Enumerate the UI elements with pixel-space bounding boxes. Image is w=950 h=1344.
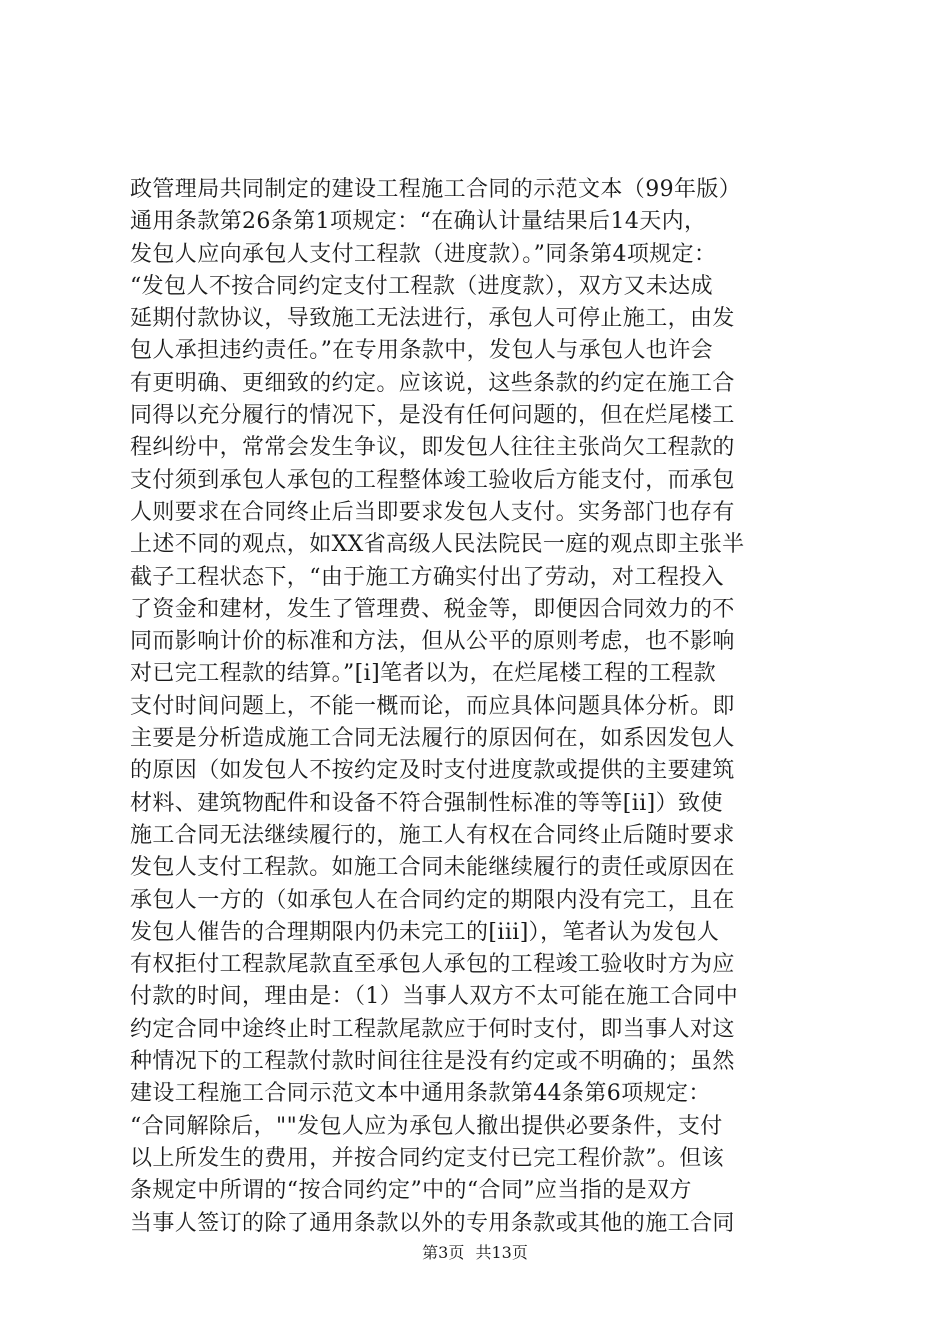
text-line: 延期付款协议，导致施工无法进行，承包人可停止施工，由发 xyxy=(130,306,735,332)
page-footer xyxy=(0,1243,950,1263)
text-line: 程纠纷中，常常会发生争议，即发包人往往主张尚欠工程款的 xyxy=(130,435,735,461)
text-line: 包人承担违约责任。”在专用条款中，发包人与承包人也许会 xyxy=(130,338,714,364)
text-line: 承包人一方的（如承包人在合同约定的期限内没有完工，且在 xyxy=(130,887,735,913)
text-line: 支付时间问题上，不能一概而论，而应具体问题具体分析。即 xyxy=(130,693,735,719)
text-line: 的原因（如发包人不按约定及时支付进度款或提供的主要建筑 xyxy=(130,758,735,784)
text-line: 有更明确、更细致的约定。应该说，这些条款的约定在施工合 xyxy=(130,370,735,396)
page-total: 共13页 xyxy=(475,1243,528,1262)
text-line: 有权拒付工程款尾款直至承包人承包的工程竣工验收时方为应 xyxy=(130,952,735,978)
text-line: 主要是分析造成施工合同无法履行的原因何在，如系因发包人 xyxy=(130,726,735,752)
text-line: 发包人应向承包人支付工程款（进度款）。”同条第4项规定： xyxy=(130,241,717,267)
text-line: 建设工程施工合同示范文本中通用条款第44条第6项规定： xyxy=(130,1081,711,1107)
text-line: 同而影响计价的标准和方法，但从公平的原则考虑，也不影响 xyxy=(130,629,735,655)
text-line: 材料、建筑物配件和设备不符合强制性标准的等等[ii]）致使 xyxy=(130,790,723,816)
text-line: 条规定中所谓的“按合同约定”中的“合同”应当指的是双方 xyxy=(130,1178,692,1204)
text-line: 支付须到承包人承包的工程整体竣工验收后方能支付，而承包 xyxy=(130,467,735,493)
text-line: 对已完工程款的结算。”[i]笔者以为，在烂尾楼工程的工程款 xyxy=(130,661,717,687)
text-line: 通用条款第26条第1项规定：“在确认计量结果后14天内， xyxy=(130,209,707,235)
page-number: 第3页 xyxy=(422,1243,465,1262)
text-line: 发包人催告的合理期限内仍未完工的[iii]），笔者认为发包人 xyxy=(130,919,720,945)
text-line: 发包人支付工程款。如施工合同未能继续履行的责任或原因在 xyxy=(130,855,735,881)
text-line: 人则要求在合同终止后当即要求发包人支付。实务部门也存有 xyxy=(130,499,735,525)
text-line: 截子工程状态下，“由于施工方确实付出了劳动，对工程投入 xyxy=(130,564,725,590)
text-line: 政管理局共同制定的建设工程施工合同的示范文本（99年版） xyxy=(130,177,742,202)
text-line: 上述不同的观点，如XX省高级人民法院民一庭的观点即主张半 xyxy=(130,532,745,558)
text-line: 了资金和建材，发生了管理费、税金等，即便因合同效力的不 xyxy=(130,596,735,622)
text-line: “发包人不按合同约定支付工程款（进度款），双方又未达成 xyxy=(130,273,714,299)
text-line: 当事人签订的除了通用条款以外的专用条款或其他的施工合同 xyxy=(130,1210,735,1236)
text-line: 约定合同中途终止时工程款尾款应于何时支付，即当事人对这 xyxy=(130,1016,735,1042)
body-text xyxy=(130,174,840,1240)
text-line: 种情况下的工程款付款时间往往是没有约定或不明确的；虽然 xyxy=(130,1049,735,1075)
text-line: 施工合同无法继续履行的，施工人有权在合同终止后随时要求 xyxy=(130,822,735,848)
text-line: “合同解除后，""发包人应为承包人撤出提供必要条件，支付 xyxy=(130,1113,723,1139)
text-line: 以上所发生的费用，并按合同约定支付已完工程价款”。但该 xyxy=(130,1145,725,1171)
text-line: 付款的时间，理由是：（1）当事人双方不太可能在施工合同中 xyxy=(130,984,739,1010)
text-line: 同得以充分履行的情况下，是没有任何问题的，但在烂尾楼工 xyxy=(130,403,735,429)
